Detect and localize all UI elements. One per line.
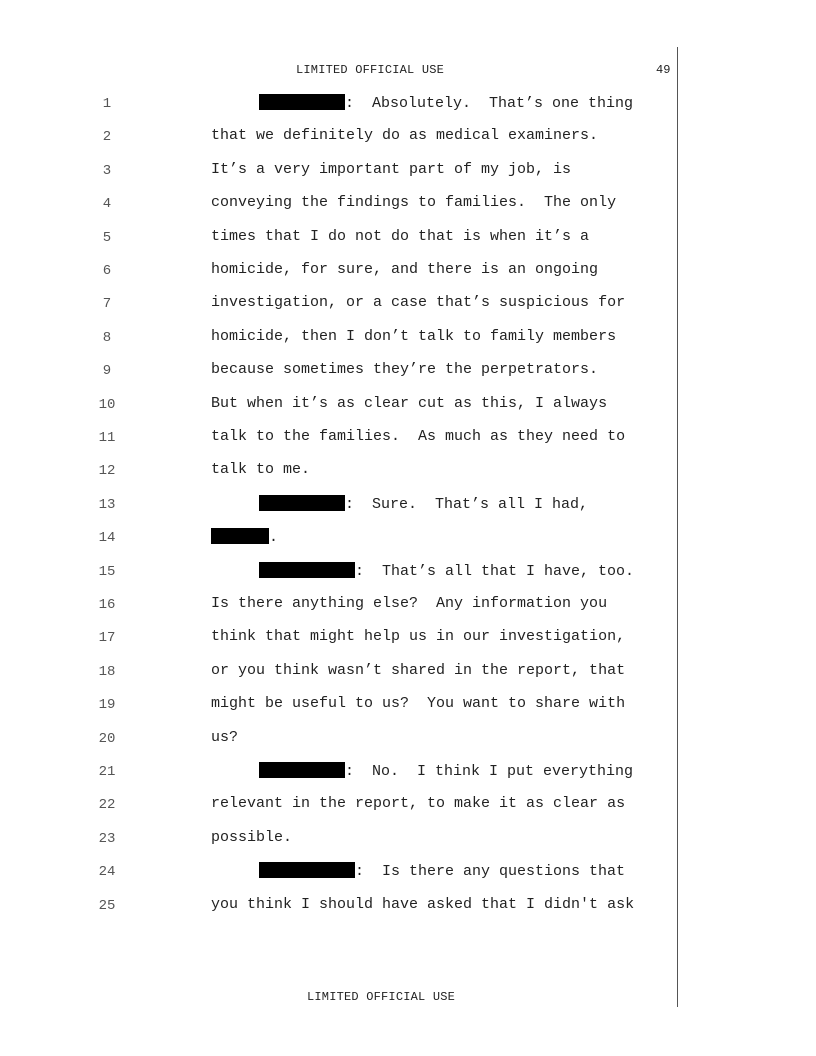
transcript-line <box>0 294 816 316</box>
line-number: 21 <box>98 764 116 780</box>
transcript-line <box>0 94 816 116</box>
line-text: : Sure. That’s all I had, <box>345 495 589 513</box>
line-text: might be useful to us? You want to share with <box>211 695 626 713</box>
transcript-line <box>0 896 816 918</box>
transcript-line <box>0 228 816 250</box>
line-text: Is there anything else? Any information you <box>211 595 608 612</box>
line-text-wrapper <box>259 495 588 513</box>
line-text-wrapper <box>211 461 310 478</box>
line-text: relevant in the report, to make it as clear as <box>211 795 626 813</box>
line-text-wrapper <box>259 562 634 580</box>
line-text-wrapper <box>211 361 598 378</box>
transcript-line <box>0 595 816 617</box>
line-text: investigation, or a case that’s suspicious for <box>211 294 626 312</box>
line-text: : That’s all that I have, too. <box>355 562 635 580</box>
line-number: 23 <box>98 830 116 847</box>
transcript-line <box>0 395 816 417</box>
line-text-wrapper <box>211 294 625 311</box>
transcript-line <box>0 795 816 817</box>
redaction-block <box>259 862 355 878</box>
line-number: 14 <box>98 530 116 547</box>
line-number: 9 <box>102 363 112 380</box>
line-text-wrapper <box>211 595 607 612</box>
line-text-wrapper <box>211 328 616 345</box>
line-text: : Absolutely. That’s one thing <box>345 95 634 112</box>
line-text-wrapper <box>211 428 625 445</box>
line-text: us? <box>211 728 239 746</box>
line-text: possible. <box>211 828 293 846</box>
line-number: 10 <box>98 396 116 413</box>
transcript-line <box>0 428 816 450</box>
transcript-line <box>0 495 816 517</box>
line-text-wrapper <box>259 94 633 112</box>
redaction-block <box>211 528 269 544</box>
line-number: 12 <box>98 463 116 480</box>
line-number: 11 <box>98 430 116 446</box>
line-text: that we definitely do as medical examiners. <box>211 127 599 145</box>
line-text-wrapper <box>211 795 625 812</box>
line-number: 6 <box>102 263 112 279</box>
line-text: you think I should have asked that I didn't ask <box>211 895 635 913</box>
line-number: 17 <box>98 630 116 647</box>
line-text-wrapper <box>211 829 292 846</box>
line-text: times that I do not do that is when it’s a <box>211 227 590 245</box>
line-text: . <box>269 529 279 547</box>
line-text: It’s a very important part of my job, is <box>211 160 572 178</box>
line-number: 13 <box>98 496 116 513</box>
line-text: think that might help us in our investigation, <box>211 628 626 646</box>
line-number: 7 <box>102 296 112 313</box>
line-number: 20 <box>98 730 116 747</box>
line-number: 24 <box>98 864 116 881</box>
line-text: talk to me. <box>211 461 311 479</box>
page-number: 49 <box>656 63 671 77</box>
line-text: or you think wasn’t shared in the report, that <box>211 661 626 679</box>
line-text-wrapper <box>211 228 589 245</box>
line-text-wrapper <box>211 161 571 178</box>
line-text-wrapper <box>211 194 616 211</box>
line-text: : No. I think I put everything <box>345 763 634 780</box>
line-number: 1 <box>102 96 112 112</box>
header-title: LIMITED OFFICIAL USE <box>296 63 445 77</box>
redaction-block <box>259 762 345 778</box>
line-text-wrapper <box>211 662 625 679</box>
line-number: 19 <box>98 697 116 714</box>
transcript-line <box>0 161 816 183</box>
transcript-line <box>0 729 816 751</box>
transcript-line <box>0 361 816 383</box>
redaction-block <box>259 562 355 578</box>
line-text-wrapper <box>211 628 625 645</box>
line-number: 8 <box>102 329 112 346</box>
line-number: 5 <box>102 229 112 246</box>
transcript-line <box>0 461 816 483</box>
line-text: But when it’s as clear cut as this, I always <box>211 394 608 412</box>
line-number: 4 <box>102 196 112 213</box>
redaction-block <box>259 94 345 110</box>
transcript-line <box>0 829 816 851</box>
line-text: homicide, then I don’t talk to family members <box>211 327 617 345</box>
line-text: : Is there any questions that <box>355 863 626 881</box>
transcript-line <box>0 194 816 216</box>
line-number: 3 <box>102 162 112 179</box>
line-number: 15 <box>98 563 116 580</box>
line-text-wrapper <box>211 695 625 712</box>
line-text-wrapper <box>259 762 633 780</box>
line-number: 18 <box>98 663 116 680</box>
redaction-block <box>259 495 345 511</box>
line-text-wrapper <box>211 261 598 278</box>
footer-title: LIMITED OFFICIAL USE <box>307 990 456 1004</box>
transcript-line <box>0 528 816 550</box>
line-text: conveying the findings to families. The only <box>211 194 617 212</box>
line-text-wrapper <box>259 862 625 880</box>
line-text: talk to the families. As much as they need to <box>211 428 626 445</box>
transcript-line <box>0 695 816 717</box>
line-text-wrapper <box>211 896 634 913</box>
line-text: homicide, for sure, and there is an ongoing <box>211 261 599 278</box>
line-text-wrapper <box>211 127 598 144</box>
transcript-line <box>0 562 816 584</box>
line-number: 25 <box>98 897 116 914</box>
transcript-line <box>0 628 816 650</box>
line-number: 22 <box>98 797 116 814</box>
line-text-wrapper <box>211 395 607 412</box>
transcript-line <box>0 127 816 149</box>
transcript-line <box>0 328 816 350</box>
transcript-line <box>0 261 816 283</box>
line-text-wrapper <box>211 528 278 546</box>
transcript-line <box>0 762 816 784</box>
line-text-wrapper <box>211 729 238 746</box>
line-number: 2 <box>102 129 112 146</box>
transcript-line <box>0 862 816 884</box>
line-number: 16 <box>98 597 116 613</box>
line-text: because sometimes they’re the perpetrators. <box>211 361 599 379</box>
transcript-line <box>0 662 816 684</box>
